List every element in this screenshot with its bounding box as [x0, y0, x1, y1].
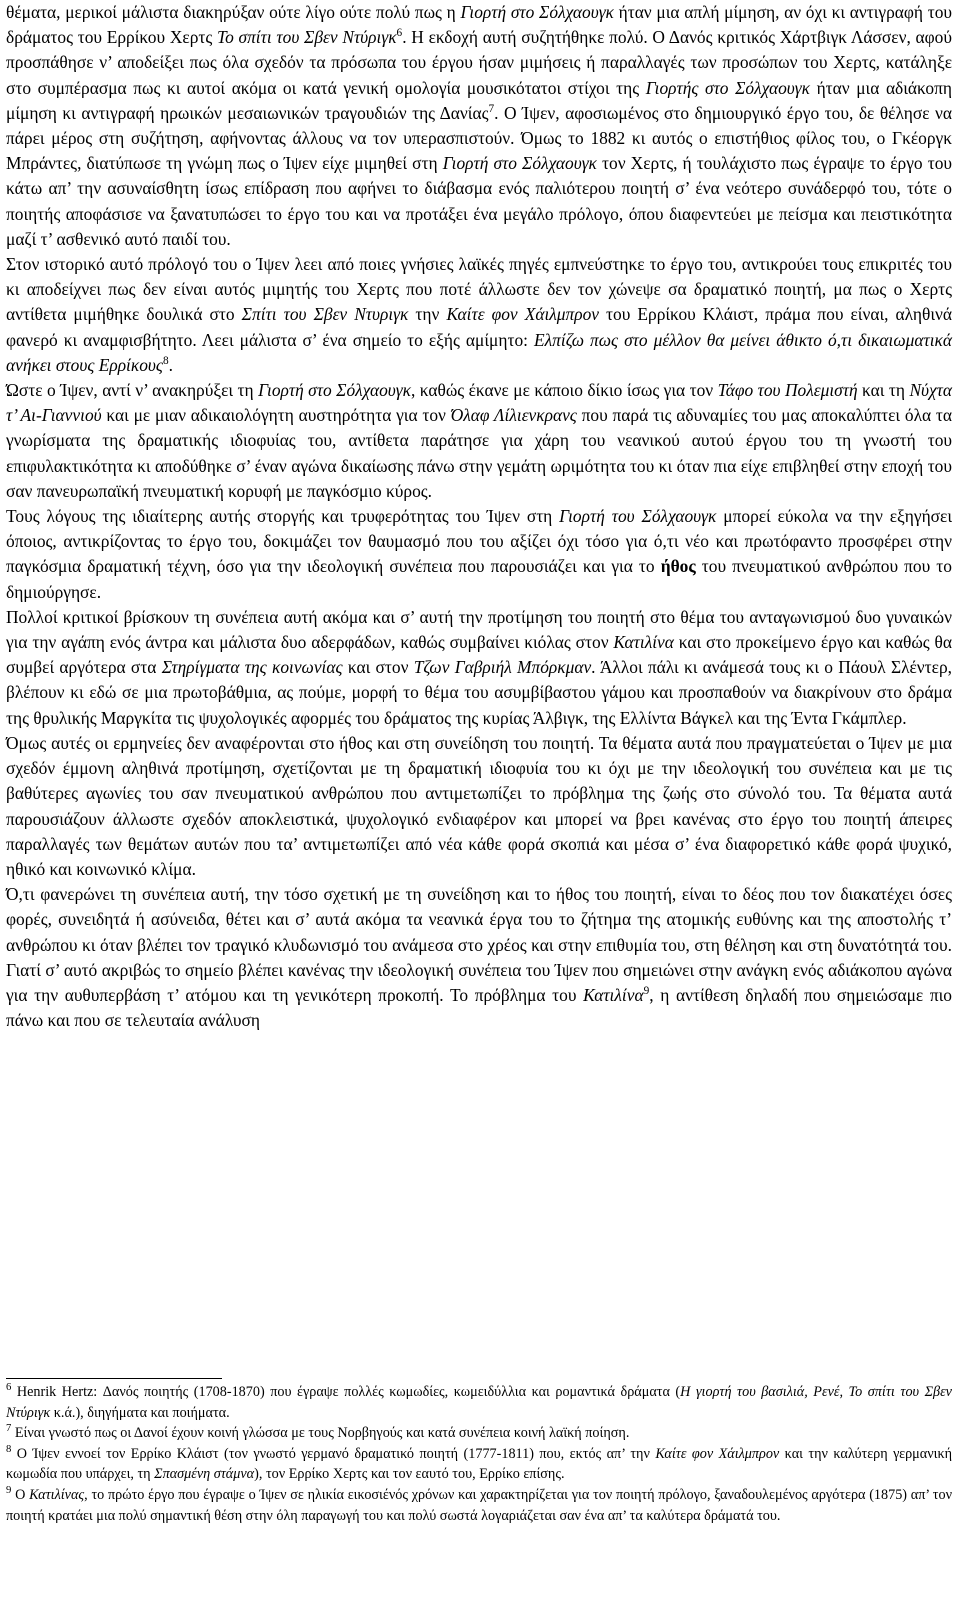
italic-text: Γιορτή στο Σόλχαουγκ: [258, 380, 411, 401]
italic-text: Σπίτι του Σβεν Ντυριγκ: [241, 304, 409, 325]
italic-text: Το σπίτι του Σβεν Ντύριγκ: [216, 27, 397, 48]
footnote-marker: 7: [6, 1423, 12, 1435]
text-run: Στον ιστορικό αυτό πρόλογό του ο Ίψεν λεει από ποιες γνήσιες λαϊκές πηγές εμπνεύστηκε το έργο του, αντικρούει τους επικριτές του κι αποδείχνει πως δεν είναι αυτός μιμητής του Χερτς που ποτέ άλλωστε δεν τον χώνεψε σα δραματικό ποιητή, μα πως ο Χερτς αντίθετα μιμήθηκε δουλικά στο: [6, 254, 952, 325]
italic-text: Σπασμένη στάμνα: [154, 1466, 255, 1483]
paragraph: [6, 252, 952, 378]
italic-text: Κατιλίνας: [29, 1486, 85, 1503]
footnote-marker: 9: [6, 1485, 12, 1497]
footnote-marker: 6: [6, 1382, 12, 1394]
text-run: Πολλοί κριτικοί βρίσκουν τη συνέπεια αυτή ακόμα και σ’ αυτή την προτίμηση του ποιητή στο θέμα του ανταγωνισμού δυο γυναικών για την αγάπη ενός άντρα και μάλιστα δυο αδερφάδων, καθώς συμβαίνει κιόλας στον: [6, 606, 952, 653]
text-run: την: [408, 304, 447, 325]
footnote: [6, 1382, 952, 1423]
italic-text: Καίτε φον Χάιλμπρον: [655, 1445, 780, 1462]
text-run: θέματα, μερικοί μάλιστα διακηρύξαν ούτε λίγο ούτε πολύ πως η: [6, 2, 461, 22]
text-run: και στο προκείμενο έργο και καθώς θα συμβεί αργότερα στα: [6, 632, 952, 678]
italic-text: Στηρίγματα της κοινωνίας: [161, 657, 343, 678]
body-text: [6, 0, 952, 1033]
text-run: Είναι γνωστό πως οι Δανοί έχουν κοινή γλώσσα με τους Νορβηγούς και κατά συνέπεια κοινή λαϊκή ποίηση.: [11, 1425, 630, 1442]
text-run: Ώστε ο Ίψεν, αντί ν’ ανακηρύξει τη: [6, 380, 259, 401]
text-run: μπορεί εύκολα να την εξηγήσει όποιος, αντικρίζοντας το έργο του, δοκιμάζει τον θαυμασμό που του αξίζει όχι τόσο για ό,τι νέο και πρωτόφαντο προσφέρει στην παγκόσμια δραματική τέχνη, όσο για την ιδεολογική συνέπεια που παρουσιάζει και για το: [6, 506, 953, 577]
footnote: [6, 1423, 952, 1444]
text-run: και τη: [857, 380, 910, 401]
text-run: . Ο Ίψεν, αφοσιωμένος στο δημιουργικό έργο του, δε θέλησε να πάρει μέρος στη συζήτηση, αφήνοντας άλλους να τον υπερασπιστούν. Όμως το 1882 κι αυτός ο επιστήθιος φίλος του, ο Γκέοργκ Μπράντες, διατύπωσε τη γνώμη πως ο Ίψεν είχε μιμηθεί στη: [6, 102, 952, 174]
text-run: κ.ά.), διηγήματα και ποιήματα.: [50, 1404, 230, 1421]
text-run: Τους λόγους της ιδιαίτερης αυτής στοργής και τρυφερότητας του Ίψεν στη: [6, 506, 560, 527]
footnote: [6, 1485, 952, 1526]
document-page: [6, 0, 952, 1033]
italic-text: Γιορτής στο Σόλχαουγκ: [645, 77, 810, 98]
footnotes: [6, 1382, 952, 1526]
footnote-separator: [6, 1378, 222, 1379]
text-run: .: [168, 354, 173, 375]
paragraph: [6, 731, 952, 882]
bold-text: ήθος: [660, 556, 696, 577]
footnote: [6, 1444, 952, 1485]
text-run: Όμως αυτές οι ερμηνείες δεν αναφέρονται στο ήθος και στη συνείδηση του ποιητή. Τα θέματα αυτά που πραγματεύεται ο Ίψεν με μια σχεδόν έμμονη αληθινά προτίμηση, σχετίζονται με τη δραματική ιδιοφυία του κι όχι με την ιδεολογική του συνέπεια και με τις βαθύτερες αγωνίες του σαν πνευματικού ανθρώπου που αντιμετωπίζει το πρόβλημα της ζωής στο σύνολό του. Τα θέματα αυτά παρουσιάζουν άλλωστε σχεδόν αποκλειστικά, ψυχολογικό ενδιαφέρον και μπορεί να βρει κανένας στο έργο του ποιητή άπειρες παραλλαγές των θεμάτων αυτών που τα’ αντιμετωπίζει από νέα κάθε φορά σκοπιά και μέσα σ’ ένα διαφορετικό κάθε φορά ψυχικό, ηθικό και κοινωνικό κλίμα.: [6, 732, 952, 879]
italic-text: Κατιλίνα: [583, 984, 644, 1005]
text-run: ), τον Ερρίκο Χερτς και τον εαυτό του, Ερρίκο επίσης.: [254, 1466, 565, 1483]
paragraph: [6, 882, 952, 1033]
text-run: Ο: [11, 1486, 30, 1503]
italic-text: Η γιορτή του βασιλιά, Ρενέ, Το σπίτι του Σβεν Ντύριγκ: [6, 1384, 952, 1421]
text-run: ήταν μια αδιάκοπη μίμηση κι αντιγραφή ηρωικών μεσαιωνικών τραγουδιών της Δανίας: [6, 77, 952, 123]
text-run: Henrik Hertz: Δανός ποιητής (1708-1870) που έγραψε πολλές κωμωδίες, κωμειδύλλια και ρομαντικά δράματα (: [11, 1384, 681, 1400]
text-run: Ό,τι φανερώνει τη συνέπεια αυτή, την τόσο σχετική με τη συνείδηση και το ήθος του ποιητή, είναι το δέος που τον διακατέχει όσες φορές, συνειδητά ή ασύνειδα, θέτει και σ’ αυτά ακόμα τα νεανικά έργα του το ζήτημα της ατομικής ευθύνης και της αποστολής τ’ ανθρώπου κι όταν βλέπει τον τραγικό κλυδωνισμό του ανάμεσα στο χρέος και στην επιθυμία του, στη θέληση και στη δυνατότητά του. Γιατί σ’ αυτό ακριβώς το σημείο βλέπει κανένας την ιδεολογική συνέπεια του Ίψεν που σημειώνει στην ανάγκη ενός αδιάκοπου αγώνα για την αυθυπερβάση τ’ ατόμου και τη γενικότερη προκοπή. Το πρόβλημα του: [6, 884, 952, 1005]
text-run: . Η εκδοχή αυτή συζητήθηκε πολύ. Ο Δανός κριτικός Χάρτβιγκ Λάσσεν, αφού προσπάθησε ν’ αποδείξει πως όλα σχεδόν τα πρόσωπα του έργου ήσαν μιμήσεις ή παραλλαγές των προσώπων του Χερτς, κατάληξε στο συμπέρασμα πως κι αυτοί ακόμα οι κατά γενική ομολογία μουσικότατοι στίχοι της: [6, 27, 952, 98]
italic-text: Ελπίζω πως στο μέλλον θα μείνει άθικτο ό,τι δικαιωματικά ανήκει στους Ερρίκους: [6, 329, 952, 375]
text-run: και την καλύτερη γερμανική κωμωδία που υπάρχει, τη: [6, 1445, 953, 1483]
text-run: . Άλλοι πάλι κι ανάμεσά τους κι ο Πάουλ Σλέντερ, βλέπουν κι εδώ σε μια πρωτοβάθμια, ας πούμε, μορφή το θέμα του ασυμβίβαστου γάμου και προσπαθούν να διακρίνουν στο δράμα της θρυλικής Μαργκίτα τις ψυχολογικές αφορμές του δράματος της κυρίας Άλβιγκ, της Ελλίντα Βάγκελ και της Έντα Γκάμπλερ.: [6, 657, 952, 728]
italic-text: Νύχτα τ’ Αι-Γιαννιού: [6, 380, 953, 426]
footnote-marker: 6: [396, 27, 403, 40]
text-run: του πνευματικού ανθρώπου που το δημιούργησε.: [6, 556, 952, 602]
italic-text: Γιορτή στο Σόλχαουγκ: [460, 2, 614, 22]
text-run: και με μιαν αδικαιολόγητη αυστηρότητα για τον: [101, 405, 451, 426]
text-run: , το πρώτο έργο που έγραψε ο Ίψεν σε ηλικία εικοσιένός χρόνων και χαρακτηρίζεται για τον ποιητή πρόλογο, ξαναδουλεμένος αργότερα (1875) απ’ τον ποιητή κρατάει μια πολύ σημαντική θέση στην όλη παραγωγή του και πολύ σωστά λογαριάζεται σαν ένα απ’ τα καλύτερα δράματά του.: [6, 1486, 952, 1524]
italic-text: Γιορτή του Σόλχαουγκ: [559, 506, 717, 527]
italic-text: Γιορτή στο Σόλχαουγκ: [442, 153, 597, 174]
text-run: και στον: [342, 657, 414, 678]
text-run: ήταν μια απλή μίμηση, αν όχι κι αντιγραφή του δράματος του Ερρίκου Χερτς: [6, 2, 953, 48]
text-run: που παρά τις αδυναμίες του μας αποκαλύπτει όλα τα γνωρίσματα της δραματικής ιδιοφυίας του, αντίθετα παράτησε για χάρη του νεανικού αυτού έργου του τη γνωστή του επιφυλακτικότητα κι αποδύθηκε σ’ έναν αγώνα δικαίωσης πάνω στην γεμάτη ωριμότητα του κι όταν πια είχε επιβληθεί στην εποχή του σαν πανευρωπαϊκή πνευματική κορυφή με παγκόσμιο κύρος.: [6, 405, 952, 501]
footnote-marker: 9: [643, 985, 650, 998]
footnote-marker: 8: [162, 355, 169, 368]
text-run: του Ερρίκου Κλάιστ, πράμα που είναι, αληθινά φανερό κι αναμφισβήτητο. Λεει μάλιστα σ’ ένα σημείο το εξής αμίμητο:: [6, 304, 953, 350]
paragraph: [6, 504, 952, 605]
footnote-marker: 7: [488, 103, 495, 116]
footnote-marker: 8: [6, 1443, 12, 1455]
paragraph: [6, 605, 952, 731]
italic-text: Όλαφ Λίλιενκρανς: [450, 405, 577, 426]
paragraph: [6, 378, 952, 504]
text-run: , καθώς έκανε με κάποιο δίκιο ίσως για τον: [410, 380, 718, 401]
italic-text: Τάφο του Πολεμιστή: [717, 380, 858, 401]
paragraph: [6, 0, 952, 252]
text-run: τον Χερτς, ή τουλάχιστο πως έγραψε το έργο του κάτω απ’ την ασυναίσθητη ίσως επίδραση που αφήνει το διάβασμα ενός παλιότερου ποιητή σ’ ένα νεότερο συνάδερφό του, τότε ο ποιητής αποφάσισε να ξανατυπώσει το έργο του και να προτάξει ένα μεγάλο πρόλογο, όπου διαφεντεύει με πείσμα και πειστικότητα μαζί τ’ ασθενικό αυτό παιδί του.: [6, 153, 953, 249]
italic-text: Τζων Γαβριήλ Μπόρκμαν: [413, 657, 592, 678]
text-run: Ο Ίψεν εννοεί τον Ερρίκο Κλάιστ (τον γνωστό γερμανό δραματικό ποιητή (1777-1811) που, εκτός απ’ την: [11, 1445, 656, 1462]
text-run: , η αντίθεση δηλαδή που σημειώσαμε πιο πάνω και που σε τελευταία ανάλυση: [6, 984, 952, 1031]
italic-text: Καίτε φον Χάιλμπρον: [446, 304, 600, 325]
italic-text: Κατιλίνα: [613, 632, 674, 653]
